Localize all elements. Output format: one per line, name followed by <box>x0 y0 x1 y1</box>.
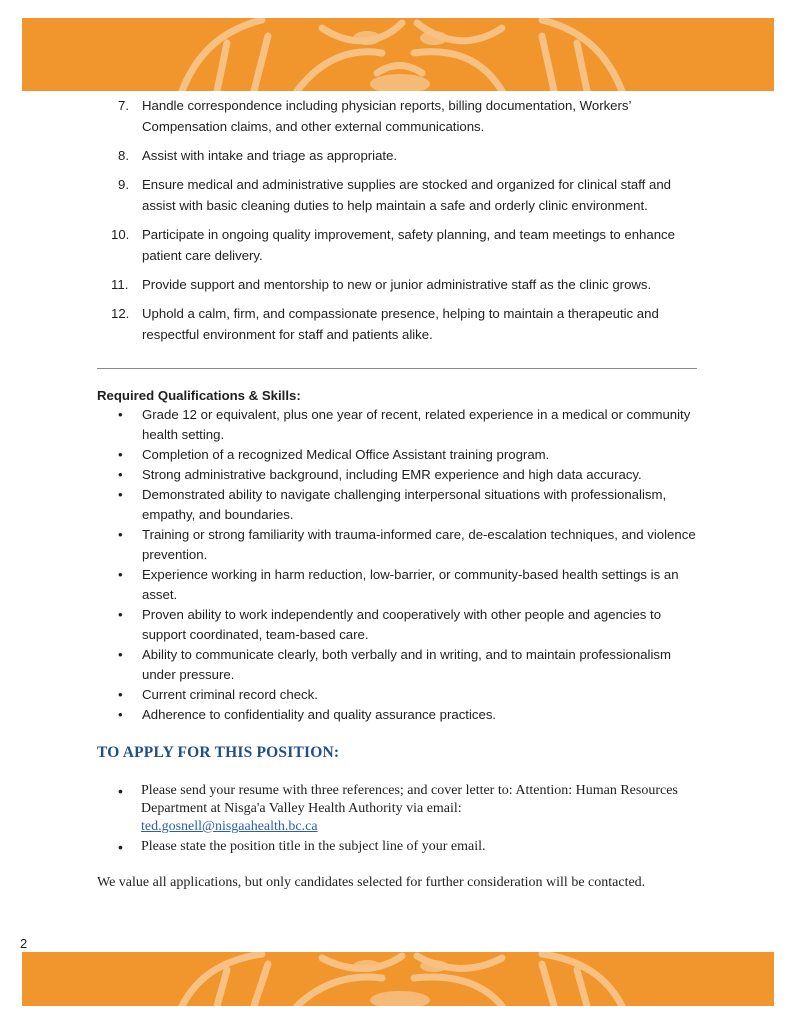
bullet-icon: • <box>118 783 123 799</box>
list-item <box>118 525 703 565</box>
item-text: Adherence to confidentiality and quality assurance practices. <box>142 707 497 722</box>
item-text: Ensure medical and administrative supplies are stocked and organized for clinical staff and assist with basic cleaning duties to help maintain a safe and orderly clinic environment. <box>142 177 672 213</box>
list-item <box>118 405 703 445</box>
bullet-icon: • <box>118 467 123 482</box>
item-text: Proven ability to work independently and cooperatively with other people and agencies to support coordinated, team-based care. <box>142 607 662 642</box>
item-text: Ability to communicate clearly, both verbally and in writing, and to maintain professionalism under pressure. <box>142 647 671 682</box>
item-text: Participate in ongoing quality improvement, safety planning, and team meetings to enhance patient care delivery. <box>142 227 675 263</box>
bullet-icon: • <box>118 687 123 702</box>
item-text: Assist with intake and triage as appropriate. <box>142 148 398 163</box>
bullet-icon: • <box>118 607 123 622</box>
list-item <box>118 705 703 725</box>
item-number: 12. <box>111 306 130 321</box>
list-item <box>118 465 703 485</box>
bullet-icon: • <box>118 487 123 502</box>
list-item <box>118 445 703 465</box>
list-item <box>118 838 688 856</box>
list-item <box>111 274 708 295</box>
closing-statement: We value all applications, but only candidates selected for further consideration will be contacted. <box>97 875 646 890</box>
page-number: 2 <box>20 936 28 951</box>
bullet-icon: • <box>118 407 123 422</box>
item-text: Demonstrated ability to navigate challenging interpersonal situations with professionalism, empathy, and boundaries. <box>142 487 667 522</box>
item-number: 11. <box>111 277 129 292</box>
apply-heading: TO APPLY FOR THIS POSITION: <box>97 744 340 761</box>
bullet-icon: • <box>118 447 123 462</box>
bullet-icon: • <box>118 707 123 722</box>
list-item <box>118 782 688 836</box>
apply-list <box>118 782 688 858</box>
list-item <box>111 224 708 266</box>
section-divider <box>97 368 697 369</box>
item-number: 9. <box>118 177 129 192</box>
item-number: 8. <box>118 148 129 163</box>
formline-design-pattern <box>22 952 774 1006</box>
item-text: Please send your resume with three references; and cover letter to: Attention: Human Resources Department at Nisga'a Valley Health Authority via email: <box>141 783 678 816</box>
header-banner <box>22 18 774 91</box>
footer-banner <box>22 952 774 1006</box>
item-number: 7. <box>118 98 129 113</box>
item-text: Experience working in harm reduction, low-barrier, or community-based health settings is an asset. <box>142 567 679 602</box>
qualifications-list <box>118 405 703 725</box>
list-item <box>118 145 708 166</box>
duties-list <box>111 95 708 353</box>
item-number: 10. <box>111 227 130 242</box>
formline-design-pattern <box>22 18 774 91</box>
list-item <box>118 95 708 137</box>
list-item <box>118 685 703 705</box>
bullet-icon: • <box>118 839 123 855</box>
item-text: Current criminal record check. <box>142 687 318 702</box>
list-item <box>118 174 708 216</box>
item-text: Uphold a calm, firm, and compassionate presence, helping to maintain a therapeutic and respectful environment for staff and patients alike. <box>142 306 659 342</box>
item-text: Please state the position title in the subject line of your email. <box>141 839 486 854</box>
item-text: Provide support and mentorship to new or junior administrative staff as the clinic grows. <box>142 277 652 292</box>
bullet-icon: • <box>118 527 123 542</box>
qualifications-heading: Required Qualifications & Skills: <box>97 388 301 403</box>
list-item <box>118 645 703 685</box>
list-item <box>118 565 703 605</box>
list-item <box>118 485 703 525</box>
bullet-icon: • <box>118 567 123 582</box>
item-text: Completion of a recognized Medical Office Assistant training program. <box>142 447 550 462</box>
item-text: Grade 12 or equivalent, plus one year of recent, related experience in a medical or community health setting. <box>142 407 691 442</box>
item-text: Training or strong familiarity with trauma-informed care, de-escalation techniques, and violence prevention. <box>142 527 696 562</box>
email-link[interactable]: ted.gosnell@nisgaahealth.bc.ca <box>141 819 318 834</box>
item-text: Handle correspondence including physician reports, billing documentation, Workers’ Compensation claims, and other external communications. <box>142 98 631 134</box>
bullet-icon: • <box>118 647 123 662</box>
list-item <box>118 605 703 645</box>
item-text: Strong administrative background, including EMR experience and high data accuracy. <box>142 467 642 482</box>
list-item <box>111 303 708 345</box>
